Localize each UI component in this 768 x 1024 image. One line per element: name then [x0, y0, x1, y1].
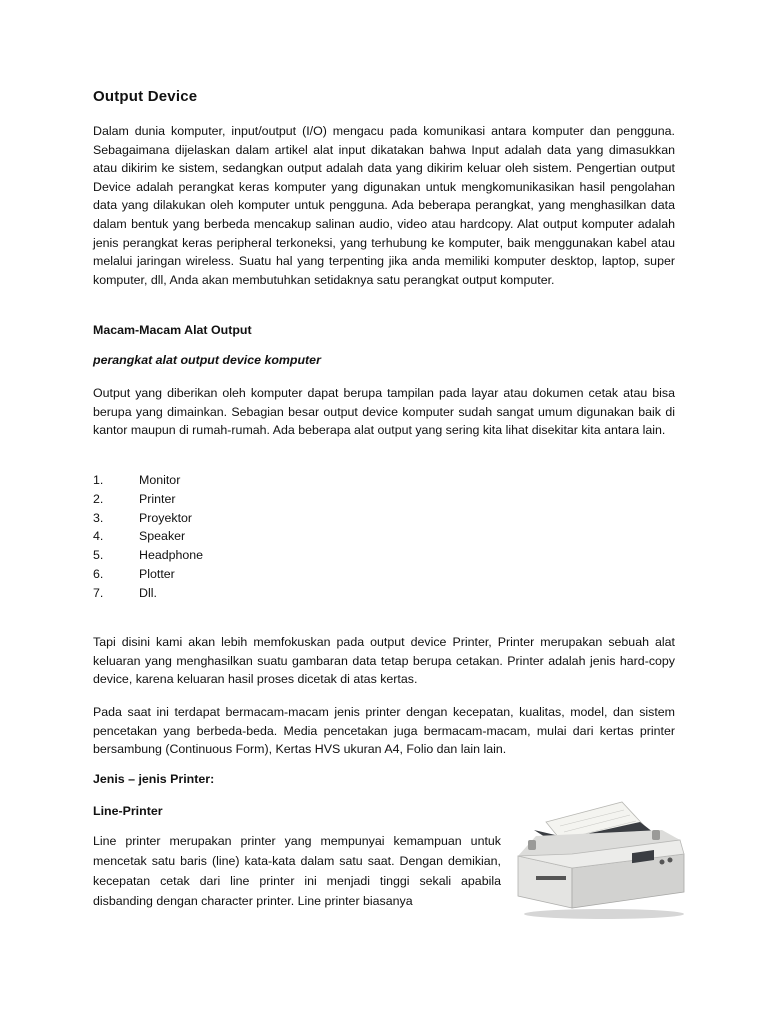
section-subheading: perangkat alat output device komputer: [93, 353, 321, 367]
list-item: [93, 509, 203, 528]
list-item: [93, 565, 203, 584]
list-item-label: Dll.: [139, 585, 157, 600]
document-title: Output Device: [93, 88, 198, 105]
list-item-label: Printer: [139, 491, 176, 506]
list-item: [93, 584, 203, 603]
list-item-number: 5.: [93, 548, 104, 563]
list-item-number: 3.: [93, 510, 104, 525]
section-heading-output-types: Macam-Macam Alat Output: [93, 323, 252, 337]
printer-types-heading: Jenis – jenis Printer:: [93, 772, 215, 786]
line-printer-paragraph: Line printer merupakan printer yang mempunyai kemampuan untuk mencetak satu baris (line) kata-kata dalam satu saat. Dengan demikian, kecepatan cetak dari line printer ini menjadi tinggi sekali apabila disbanding dengan character printer. Line printer biasanya: [93, 834, 501, 908]
list-item-number: 7.: [93, 585, 104, 600]
list-item-label: Headphone: [139, 548, 204, 563]
intro-paragraph: Dalam dunia komputer, input/output (I/O) mengacu pada komunikasi antara komputer dan pengguna. Sebagaimana dijelaskan dalam artikel alat input dikatakan bahwa Input adalah data yang dimasukkan atau dikirim ke sistem, sedangkan output adalah data yang dikirim keluar oleh sistem. Pengertian output Device adalah perangkat keras komputer yang digunakan untuk mengkomunikasikan hasil pengolahan data yang dilakukan oleh komputer untuk pengguna. Ada beberapa perangkat, yang menghasilkan data dalam bentuk yang berbeda mencakup salinan audio, video atau hardcopy. Alat output komputer adalah jenis perangkat keras peripheral terkoneksi, yang terhubung ke komputer, baik menggunakan kabel atau melalui jaringan wireless. Suatu hal yang terpenting jika anda memiliki komputer desktop, laptop, super komputer, dll, Anda akan membutuhkan setidaknya satu perangkat output komputer.: [93, 124, 675, 287]
list-item-number: 4.: [93, 529, 104, 544]
list-item-number: 2.: [93, 491, 104, 506]
list-item-number: 1.: [93, 473, 104, 487]
output-device-list: [93, 471, 203, 603]
list-item-label: Speaker: [139, 529, 186, 544]
list-item: [93, 471, 203, 490]
list-item: [93, 527, 203, 546]
printer-intro-paragraph: Tapi disini kami akan lebih memfokuskan pada output device Printer, Printer merupakan sebuah alat keluaran yang menghasilkan suatu gambaran data tetap berupa cetakan. Printer adalah jenis hard-copy device, karena keluaran hasil proses dicetak di atas kertas.: [93, 635, 675, 687]
line-printer-heading: Line-Printer: [93, 804, 163, 818]
list-item: [93, 546, 203, 565]
dot-matrix-printer-image: [512, 796, 690, 920]
output-description-paragraph: Output yang diberikan oleh komputer dapat berupa tampilan pada layar atau dokumen cetak atau bisa berupa yang dimainkan. Sebagian besar output device komputer sudah sangat umum digunakan baik di kantor maupun di rumah-rumah. Ada beberapa alat output yang sering kita lihat disekitar kita antara lain.: [93, 386, 675, 438]
list-item-label: Proyektor: [139, 510, 193, 525]
list-item: [93, 490, 203, 509]
printer-variety-paragraph: Pada saat ini terdapat bermacam-macam jenis printer dengan kecepatan, kualitas, model, dan sistem pencetakan yang berbeda-beda. Media pencetakan juga bermacam-macam, mulai dari kertas printer bersambung (Continuous Form), Kertas HVS ukuran A4, Folio dan lain lain.: [93, 705, 675, 757]
list-item-number: 6.: [93, 566, 104, 581]
list-item-label: Plotter: [139, 566, 175, 581]
list-item-label: Monitor: [139, 473, 181, 487]
